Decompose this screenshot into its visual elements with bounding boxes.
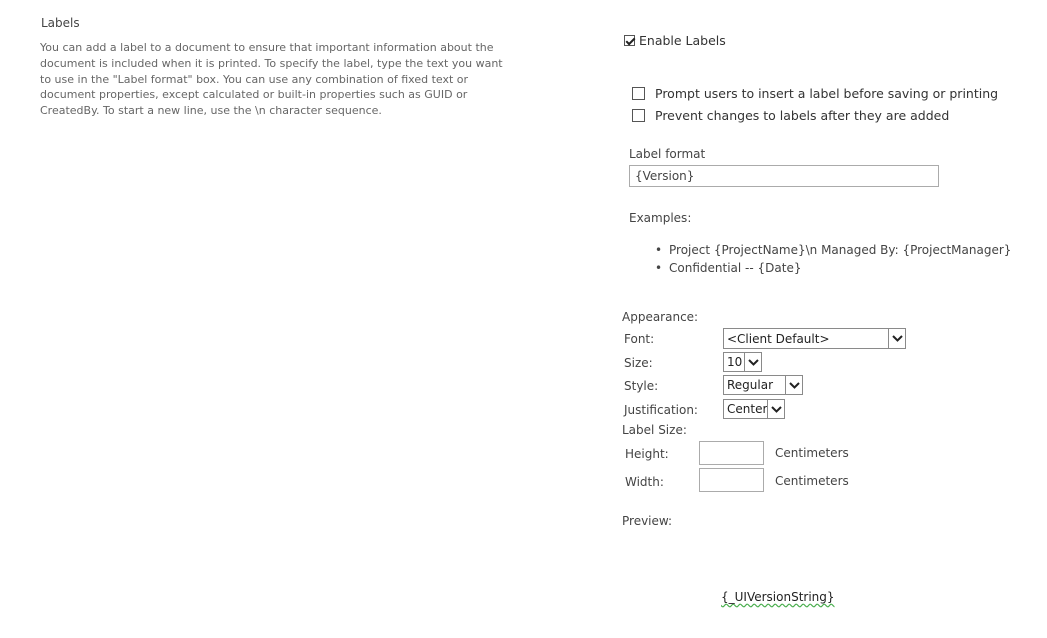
label-format-label: Label format (629, 147, 706, 161)
font-label: Font: (624, 332, 655, 346)
option-prevent-row[interactable] (632, 108, 949, 123)
prevent-changes-text[interactable]: Prevent changes to labels after they are added (655, 108, 950, 123)
style-select-value: Regular (727, 378, 774, 392)
preview-label-text: {_UIVersionString} (721, 590, 835, 604)
label-format-input[interactable]: {Version} (629, 165, 939, 187)
example-item: • Confidential -- {Date} (655, 259, 1011, 277)
section-description: You can add a label to a document to ensure that important information about the document is included when it is printed. To specify the label, type the text you want to use in the "Label format" box. You can use any combination of fixed text or document properties, except calculated or built-in properties such as GUID or CreatedBy. To start a new line, use the \n character sequence. (40, 41, 503, 118)
preview-heading: Preview: (622, 514, 673, 528)
examples-list (655, 241, 1011, 277)
enable-labels-label[interactable]: Enable Labels (639, 33, 726, 48)
prompt-insert-label-text[interactable]: Prompt users to insert a label before saving or printing (655, 86, 999, 101)
height-unit: Centimeters (775, 446, 849, 460)
justification-select-value: Center (727, 402, 767, 416)
enable-labels-checkbox[interactable] (624, 35, 635, 46)
enable-labels-row[interactable] (624, 33, 726, 48)
chevron-down-icon[interactable] (785, 376, 802, 394)
size-select[interactable] (723, 352, 762, 372)
justification-label: Justification: (624, 403, 698, 417)
example-item: • Project {ProjectName}\n Managed By: {ProjectManager} (655, 241, 1011, 259)
size-select-value: 10 (727, 355, 743, 369)
prompt-insert-label-checkbox[interactable] (632, 87, 645, 100)
appearance-heading: Appearance: (622, 310, 699, 324)
prevent-changes-checkbox[interactable] (632, 109, 645, 122)
width-unit: Centimeters (775, 474, 849, 488)
font-select-value: <Client Default> (727, 331, 830, 346)
height-input[interactable] (699, 441, 764, 465)
size-label: Size: (624, 356, 653, 370)
chevron-down-icon[interactable] (767, 400, 784, 418)
style-select[interactable] (723, 375, 803, 395)
section-title: Labels (41, 16, 80, 30)
label-size-heading: Label Size: (622, 423, 687, 437)
width-input[interactable] (699, 468, 764, 492)
height-label: Height: (625, 447, 669, 461)
justification-select[interactable] (723, 399, 785, 419)
font-select[interactable] (723, 328, 906, 349)
chevron-down-icon[interactable] (888, 329, 905, 348)
width-label: Width: (625, 475, 664, 489)
chevron-down-icon[interactable] (744, 353, 761, 371)
style-label: Style: (624, 379, 659, 393)
option-prompt-row[interactable] (632, 86, 998, 101)
examples-heading: Examples: (629, 211, 692, 225)
